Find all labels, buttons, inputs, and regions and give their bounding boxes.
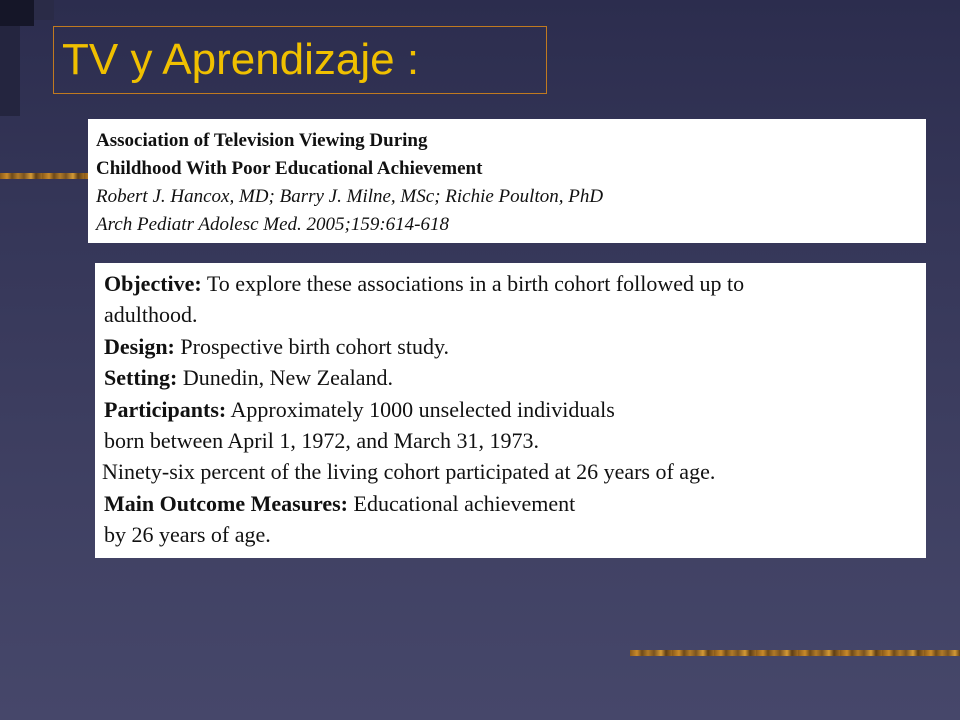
- participants-text-3: Ninety-six percent of the living cohort participated at 26 years of age.: [102, 459, 716, 485]
- objective-text-2: adulthood.: [104, 302, 198, 328]
- slide-title: TV y Aprendizaje :: [62, 35, 420, 84]
- corner-decoration: [0, 0, 34, 26]
- decorative-stripe-left: [0, 173, 88, 179]
- participants-text: Approximately 1000 unselected individuals: [226, 396, 615, 422]
- corner-decoration: [0, 26, 20, 116]
- corner-decoration: [34, 0, 54, 20]
- outcome-text: Educational achievement: [348, 490, 576, 516]
- design-label: Design:: [104, 333, 175, 359]
- participants-line-2: [104, 425, 926, 456]
- abstract-box: [95, 263, 926, 558]
- article-authors: Robert J. Hancox, MD; Barry J. Milne, MSc; Richie Poulton, PhD: [96, 186, 604, 207]
- outcome-label: Main Outcome Measures:: [104, 490, 348, 516]
- participants-line-3: [102, 456, 926, 487]
- design-text: Prospective birth cohort study.: [174, 333, 450, 359]
- objective-text: To explore these associations in a birth cohort followed up to: [201, 271, 745, 296]
- objective-label: Objective:: [104, 271, 202, 296]
- participants-line: [104, 394, 926, 425]
- citation-box: [88, 119, 926, 243]
- design-line: [104, 331, 926, 362]
- setting-label: Setting:: [104, 365, 178, 391]
- objective-line-2: [104, 299, 926, 330]
- article-journal: Arch Pediatr Adolesc Med. 2005;159:614-618: [96, 214, 450, 235]
- participants-label: Participants:: [104, 396, 227, 422]
- slide-title-box: [53, 26, 547, 94]
- decorative-stripe-right: [630, 650, 960, 656]
- outcome-text-2: by 26 years of age.: [104, 522, 271, 548]
- objective-line: [104, 268, 926, 299]
- outcome-line: [104, 488, 926, 519]
- article-title-line-1: Association of Television Viewing During: [96, 130, 428, 151]
- setting-text: Dunedin, New Zealand.: [177, 365, 393, 391]
- article-title-line-2: Childhood With Poor Educational Achievement: [96, 158, 483, 179]
- outcome-line-2: [104, 519, 926, 550]
- participants-text-2: born between April 1, 1972, and March 31, 1973.: [104, 428, 540, 454]
- setting-line: [104, 362, 926, 393]
